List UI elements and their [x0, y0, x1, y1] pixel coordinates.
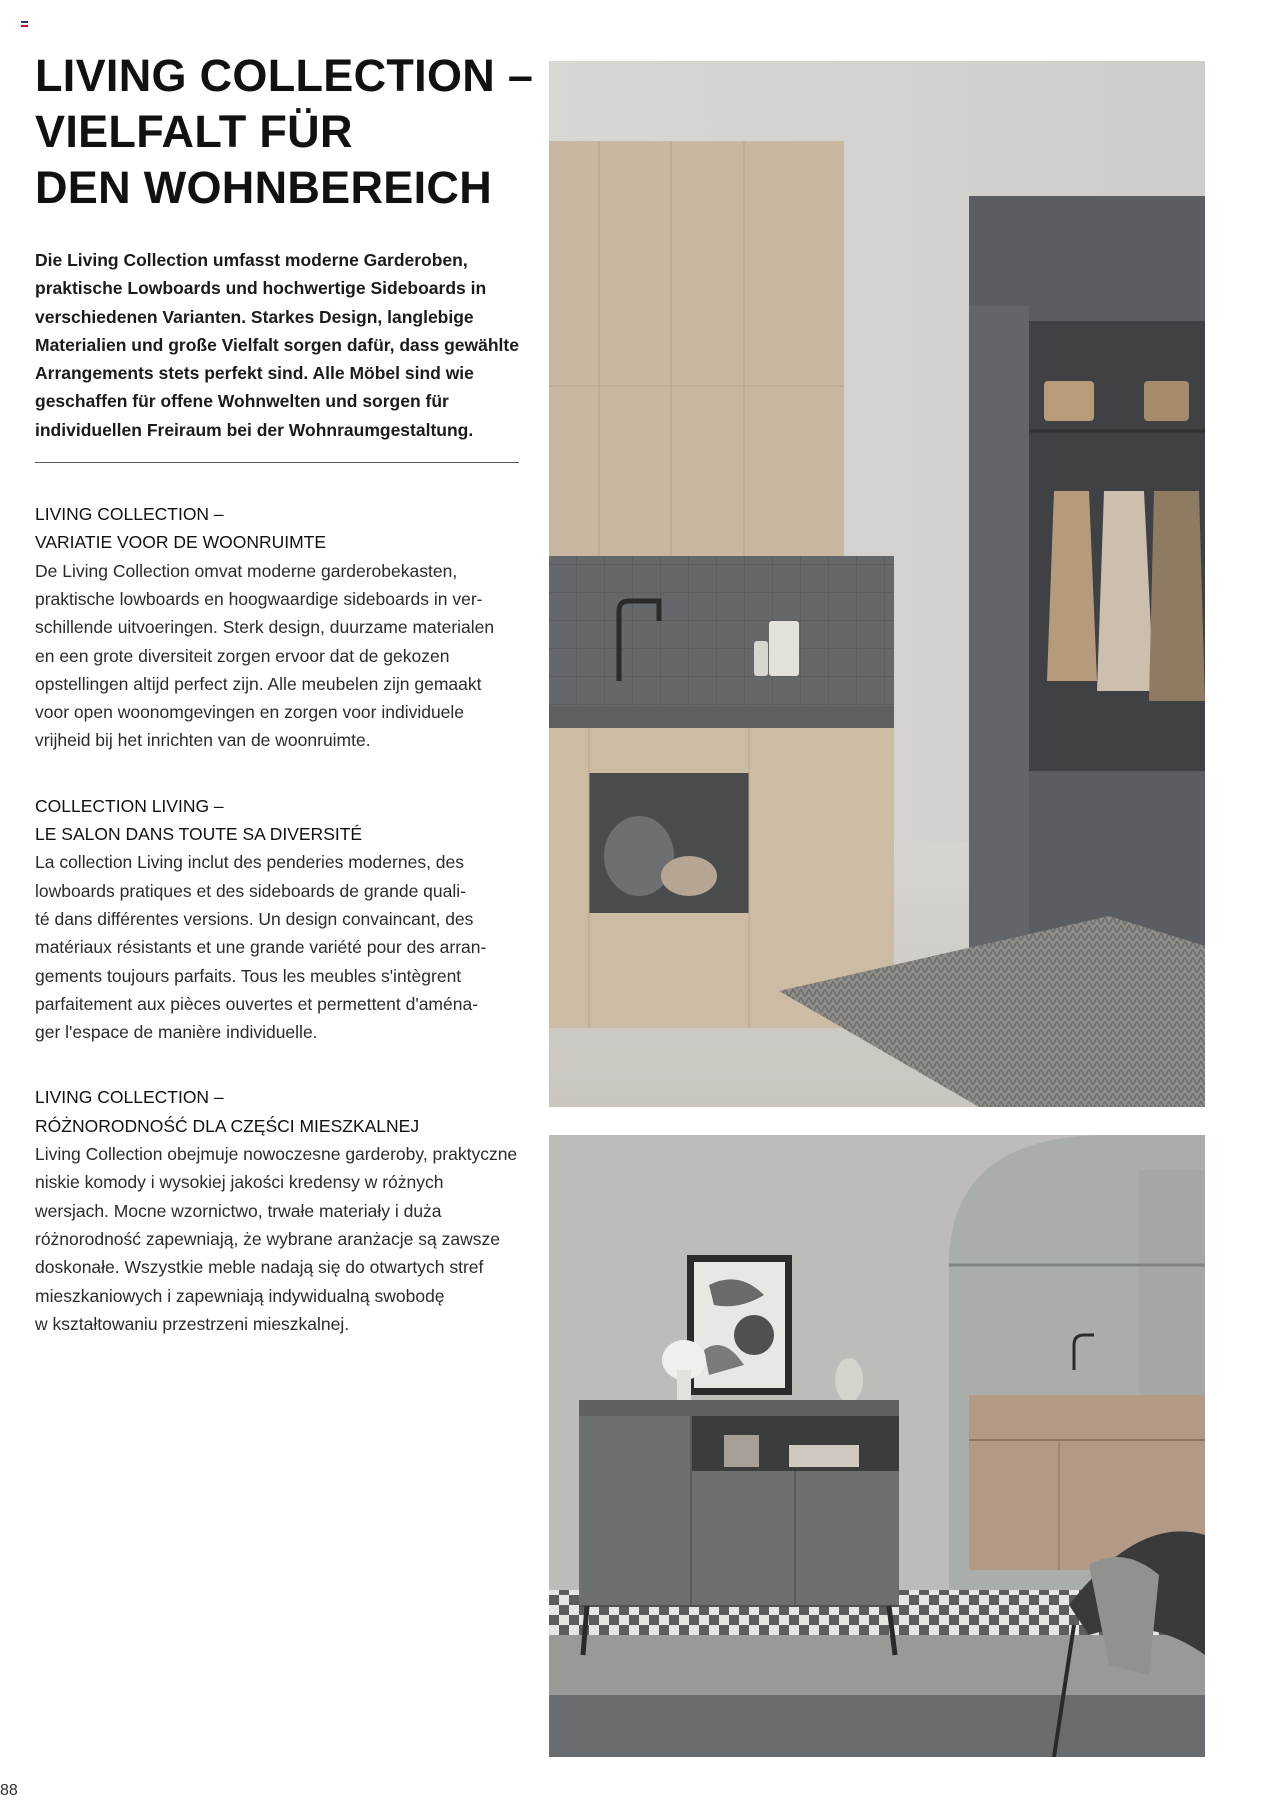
vase — [835, 1358, 863, 1402]
sideboard-livingroom-photo — [549, 1135, 1205, 1757]
section-title: COLLECTION LIVING – — [35, 795, 224, 816]
coat — [1149, 491, 1205, 701]
body-line: doskonałe. Wszystkie meble nadają się do otwartych stref — [35, 1257, 484, 1278]
backsplash — [549, 556, 894, 711]
body-line: schillende uitvoeringen. Sterk design, duurzame materialen — [35, 617, 495, 638]
section-french — [35, 792, 521, 1047]
intro-line: praktische Lowboards und hochwertige Sideboards in — [35, 278, 487, 299]
intro-line: Materialien und große Vielfalt sorgen dafür, dass gewählte — [35, 334, 519, 355]
body-line: opstellingen altijd perfect zijn. Alle meubelen zijn gemaakt — [35, 673, 482, 694]
intro-line: individuellen Freiraum bei der Wohnraumgestaltung. — [35, 419, 474, 440]
body-line: matériaux résistants et une grande variété pour des arran- — [35, 937, 487, 958]
body-line: vrijheid bij het inrichten van de woonruimte. — [35, 730, 371, 751]
body-line: w kształtowaniu przestrzeni mieszkalnej. — [35, 1313, 350, 1334]
intro-line: Arrangements stets perfekt sind. Alle Möbel sind wie — [35, 363, 474, 384]
section-title: LIVING COLLECTION – — [35, 1087, 224, 1108]
body-line: praktische lowboards en hoogwaardige sideboards in ver- — [35, 588, 483, 609]
body-line: La collection Living inclut des penderies modernes, des — [35, 852, 465, 873]
intro-line: geschaffen für offene Wohnwelten und sorgen für — [35, 391, 449, 412]
body-line: De Living Collection omvat moderne garderobekasten, — [35, 560, 458, 581]
text-column — [35, 48, 534, 1338]
countertop — [549, 706, 894, 728]
page-headline — [35, 48, 534, 216]
intro-paragraph — [35, 246, 521, 444]
body-line: lowboards pratiques et des sideboards de grande quali- — [35, 880, 466, 901]
headline-line: VIELFALT FÜR — [35, 106, 353, 157]
intro-line: Die Living Collection umfasst moderne Garderoben, — [35, 250, 468, 270]
intro-line: verschiedenen Varianten. Starkes Design, langlebige — [35, 306, 474, 327]
body-line: gements toujours parfaits. Tous les meubles s'intègrent — [35, 965, 462, 986]
body-line: té dans différentes versions. Un design convaincant, des — [35, 908, 474, 929]
kitchen-wardrobe-photo — [549, 61, 1205, 1107]
section-title: LIVING COLLECTION – — [35, 504, 224, 525]
section-subtitle: LE SALON DANS TOUTE SA DIVERSITÉ — [35, 824, 363, 845]
headline-line: DEN WOHNBEREICH — [35, 162, 493, 213]
coat — [1047, 491, 1097, 681]
section-subtitle: VARIATIE VOOR DE WOONRUIMTE — [35, 532, 327, 553]
body-line: mieszkaniowych i zapewniają indywidualną swobodę — [35, 1285, 445, 1306]
rug — [549, 1695, 1205, 1757]
body-line: voor open woonomgevingen en zorgen voor individuele — [35, 702, 465, 723]
body-line: en een grote diversiteit zorgen ervoor dat de gekozen — [35, 645, 450, 666]
coat — [1097, 491, 1154, 691]
flag-stripe — [21, 25, 28, 27]
headline-line: LIVING COLLECTION – — [35, 50, 534, 101]
body-line: ger l'espace de manière individuelle. — [35, 1022, 318, 1043]
page-number: 88 — [0, 1782, 18, 1799]
body-line: wersjach. Mocne wzornictwo, trwałe materiały i duża — [35, 1200, 442, 1221]
section-dutch — [35, 500, 521, 755]
body-line: parfaitement aux pièces ouvertes et permettent d'aména- — [35, 993, 479, 1014]
sideboard-top — [579, 1400, 899, 1416]
divider — [35, 462, 519, 463]
language-flag-icon — [21, 21, 28, 27]
section-subtitle: RÓŻNORODNOŚĆ DLA CZĘŚCI MIESZKALNEJ — [35, 1115, 420, 1136]
upper-cabinets — [549, 141, 844, 556]
body-line: różnorodność zapewniają, że wybrane aranżacje są zawsze — [35, 1228, 500, 1249]
body-line: niskie komody i wysokiej jakości kredensy w różnych — [35, 1172, 444, 1193]
body-line: Living Collection obejmuje nowoczesne garderoby, praktyczne — [35, 1144, 518, 1165]
section-polish — [35, 1083, 521, 1338]
